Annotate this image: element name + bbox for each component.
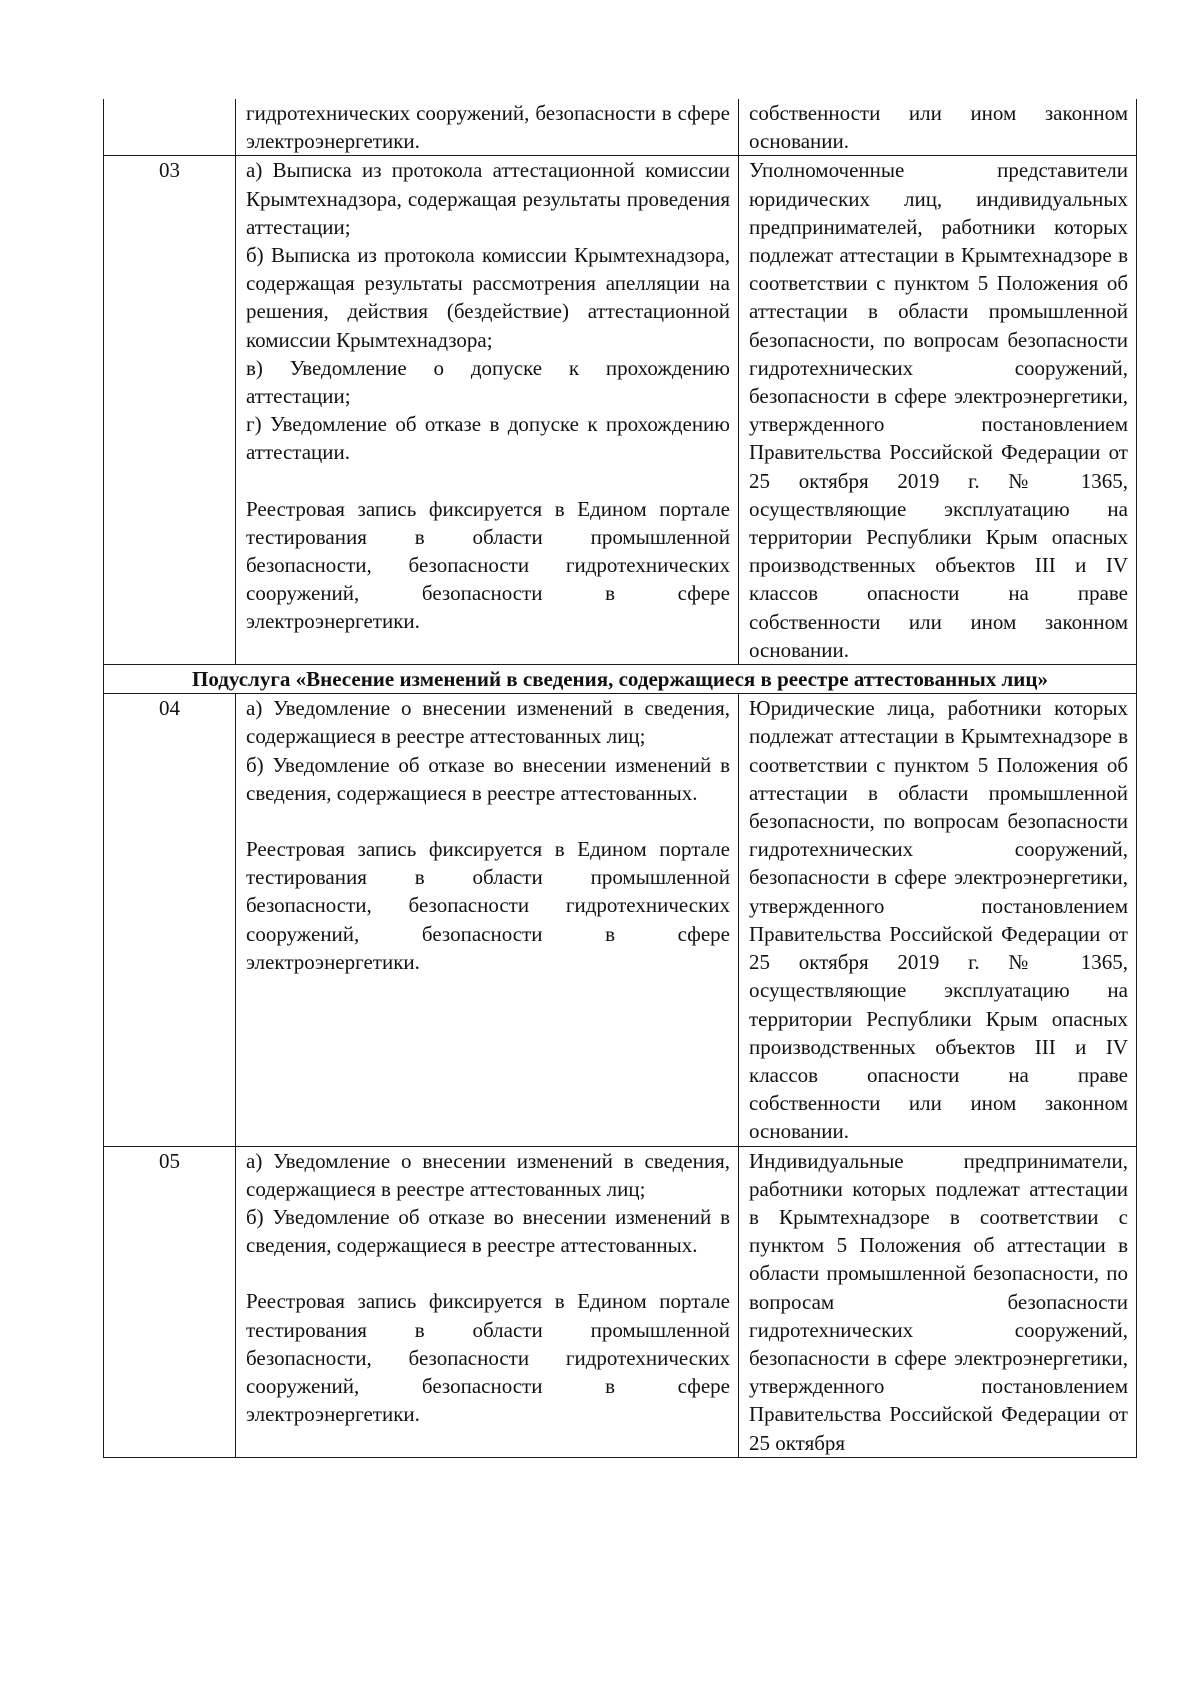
result-cell — [236, 1146, 739, 1457]
row-number: 04 — [104, 694, 236, 1146]
table-row — [104, 1146, 1137, 1457]
registry-note: Реестровая запись фиксируется в Едином портале тестирования в области промышленной безопасности, безопасности гидротехнических сооружений, безопасности в сфере электроэнергетики. — [246, 496, 730, 634]
applicant-cell — [739, 1146, 1137, 1457]
table-row — [104, 99, 1137, 156]
applicant-cell — [739, 99, 1137, 156]
applicant-text: Уполномоченные представители юридических лиц, индивидуальных предпринимателей, работники которых подлежат аттестации в Крымтехнадзоре в соответствии с пунктом 5 Положения об аттестации в области промышленной безопасности, по вопросам безопасности гидротехнических сооружений, безопасности в сфере электроэнергетики, утвержденного постановлением Правительства Российской Федерации от 25 октября 2019 г. № 1365, осуществляющие эксплуатацию на территории Республики Крым опасных производственных объектов III и IV классов опасности на праве собственности или ином законном основании. — [749, 158, 1128, 662]
registry-note: Реестровая запись фиксируется в Едином портале тестирования в области промышленной безопасности, безопасности гидротехнических сооружений, безопасности в сфере электроэнергетики. — [246, 1289, 730, 1427]
subservice-heading: Подуслуга «Внесение изменений в сведения, содержащиеся в реестре аттестованных лиц» — [104, 665, 1137, 694]
result-continuation: гидротехнических сооружений, безопасности в сфере электроэнергетики. — [246, 101, 730, 154]
applicant-text: Индивидуальные предприниматели, работники которых подлежат аттестации в Крымтехнадзоре в соответствии с пунктом 5 Положения об аттестации в области промышленной безопасности, по вопросам безопасности гидротехнических сооружений, безопасности в сфере электроэнергетики, утвержденного постановлением Правительства Российской Федерации от 25 октября — [749, 1148, 1128, 1455]
result-item: б) Уведомление об отказе во внесении изменений в сведения, содержащиеся в реестре аттестованных. — [246, 752, 730, 805]
result-cell — [236, 694, 739, 1146]
result-item: г) Уведомление об отказе в допуске к прохождению аттестации. — [246, 412, 730, 465]
result-item: б) Выписка из протокола комиссии Крымтехнадзора, содержащая результаты рассмотрения апелляции на решения, действия (бездействие) аттестационной комиссии Крымтехнадзора; — [246, 243, 730, 352]
result-item: б) Уведомление об отказе во внесении изменений в сведения, содержащиеся в реестре аттестованных. — [246, 1204, 730, 1258]
table-row — [104, 694, 1137, 1146]
registry-note: Реестровая запись фиксируется в Едином портале тестирования в области промышленной безопасности, безопасности гидротехнических сооружений, безопасности в сфере электроэнергетики. — [246, 837, 730, 974]
row-number: 05 — [104, 1146, 236, 1457]
result-item: а) Уведомление о внесении изменений в сведения, содержащиеся в реестре аттестованных лиц; — [246, 1148, 730, 1201]
services-table — [103, 99, 1137, 1458]
result-cell — [236, 156, 739, 665]
applicant-text: Юридические лица, работники которых подлежат аттестации в Крымтехнадзоре в соответствии с пунктом 5 Положения об аттестации в области промышленной безопасности, по вопросам безопасности гидротехнических сооружений, безопасности в сфере электроэнергетики, утвержденного постановлением Правительства Российской Федерации от 25 октября 2019 г. № 1365, осуществляющие эксплуатацию на территории Республики Крым опасных производственных объектов III и IV классов опасности на праве собственности или ином законном основании. — [749, 696, 1128, 1144]
result-item: а) Уведомление о внесении изменений в сведения, содержащиеся в реестре аттестованных лиц; — [246, 696, 730, 749]
result-item: в) Уведомление о допуске к прохождению аттестации; — [246, 355, 730, 409]
applicant-continuation: собственности или ином законном основании. — [749, 101, 1128, 154]
result-item: а) Выписка из протокола аттестационной комиссии Крымтехнадзора, содержащая результаты проведения аттестации; — [246, 158, 730, 239]
applicant-cell — [739, 156, 1137, 665]
row-number-cell — [104, 99, 236, 156]
row-number: 03 — [104, 156, 236, 665]
subservice-heading-row — [104, 665, 1137, 694]
applicant-cell — [739, 694, 1137, 1146]
table-row — [104, 156, 1137, 665]
result-cell — [236, 99, 739, 156]
